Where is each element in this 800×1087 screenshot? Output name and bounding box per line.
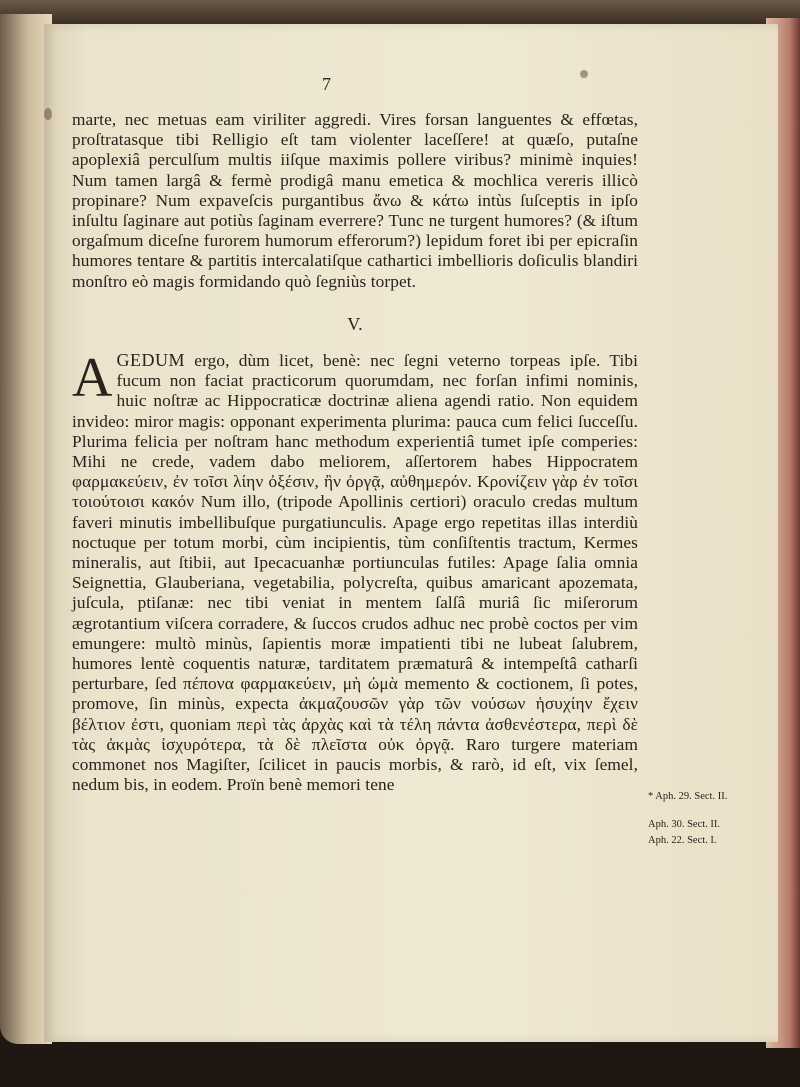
margin-note: Aph. 30. Sect. II. [648, 819, 721, 830]
drop-cap: A [72, 347, 113, 410]
book-top-edge [0, 0, 800, 24]
paragraph-1: marte, nec metuas eam viriliter aggredi. Vires forsan languentes & effœtas, proſtratasque tibi Relligio eſt tam violenter laceſſere! at quæſo, putaſne apoplexiâ perculſum multis iiſque maximis pollere viribus? minimè inquies! Num tamen largâ & fermè prodigâ manu emetica & mochlica vereris illicò propinare? Num expaveſcis purgantibus ἄνω & κάτω intùs ſuſceptis in ipſo inſultu ſaginare aut potiùs ſaginam everrere? Tunc ne turgent humores? (& iſtum orgaſmum diceſne furorem humorum efferorum?) lepidum foret ibi per epicraſin humores tentare & partitis intercalatiſque cathartici imbellioris doſiculis blandiri monſtro eò magis formidando quò ſegniùs torpet. [72, 110, 638, 291]
margin-note: * Aph. 29. Sect. II. [648, 791, 728, 802]
paragraph-2 [72, 347, 638, 795]
foxing-spot [44, 108, 52, 120]
page-number: 7 [322, 74, 331, 94]
margin-note: Aph. 22. Sect. I. [648, 835, 717, 846]
paragraph-2-body: ergo, dùm licet, benè: nec ſegni veterno torpeas ipſe. Tibi fucum non faciat practicorum quorumdam, nec forſan infimi nominis, huic noſtræ ac Hippocraticæ doctrinæ aliena agendi ratio. Non equidem invideo: miror magis: opponant experimenta plurima: pauca cum felici ſucceſſu. Plurima felicia per noſtram hanc methodum experientiâ tumet ipſe comperies: Mihi ne crede, vadem dabo meliorem, aſſertorem habes Hippocratem φαρμακεύειν, ἐν τοῖσι λίην ὀξέσιν, ἢν ὀργᾷ, αὐθημερόν. Κρονίζειν γὰρ ἐν τοῖσι τοιούτοισι κακόν Num illo, (tripode Apollinis certiori) oraculo credas multum faveri minutis imbellibuſque purgatiunculis. Apage ergo repetitas illas interdiù noctuque per totum morbi, cùm incipientis, tùm conſiſtentis tractum, Kermes mineralis, aut ſtibii, aut Ipecacuanhæ portiunculas futiles: Apage ſalia omnia Seignettia, Glauberiana, vegetabilia, polycreſta, quibus amaricant apozemata, juſcula, ptiſanæ: nec tibi veniat in mentem ſalſâ muriâ ſic miſerorum ægrotantium viſcera corradere, & ſuccos crudos adhuc nec probè coctos per vim emungere: multò minùs, ſapientis moræ impatienti tibi ne lubeat ſalubrem, humores lentè coquentis naturæ, tarditatem præmaturâ & intempeſtâ catharſi perturbare, ſed πέπονα φαρμακεύειν, μὴ ὠμὰ memento & coctionem, ſi potes, promove, ſin minùs, expecta ἀκμαζουσῶν γὰρ τῶν νούσων ἡσυχίην ἔχειν βέλτιον ἐστι, quoniam περὶ τὰς ἀρχὰς καὶ τὰ τέλη πάντα ἀσθενέστερα, περὶ δὲ τὰς ἀκμὰς ἰσχυρότερα, τὰ δὲ πλεῖστα οὐκ ὀργᾷ. Raro turgere materiam commonet nos Magiſter, ſcilicet in paucis morbis, & rarò, id eſt, vix ſemel, nedum bis, in eodem. Proïn benè memori tene [72, 351, 638, 795]
lead-word: GEDUM [116, 350, 186, 371]
section-heading: V. [347, 313, 363, 334]
page-text [72, 76, 638, 796]
